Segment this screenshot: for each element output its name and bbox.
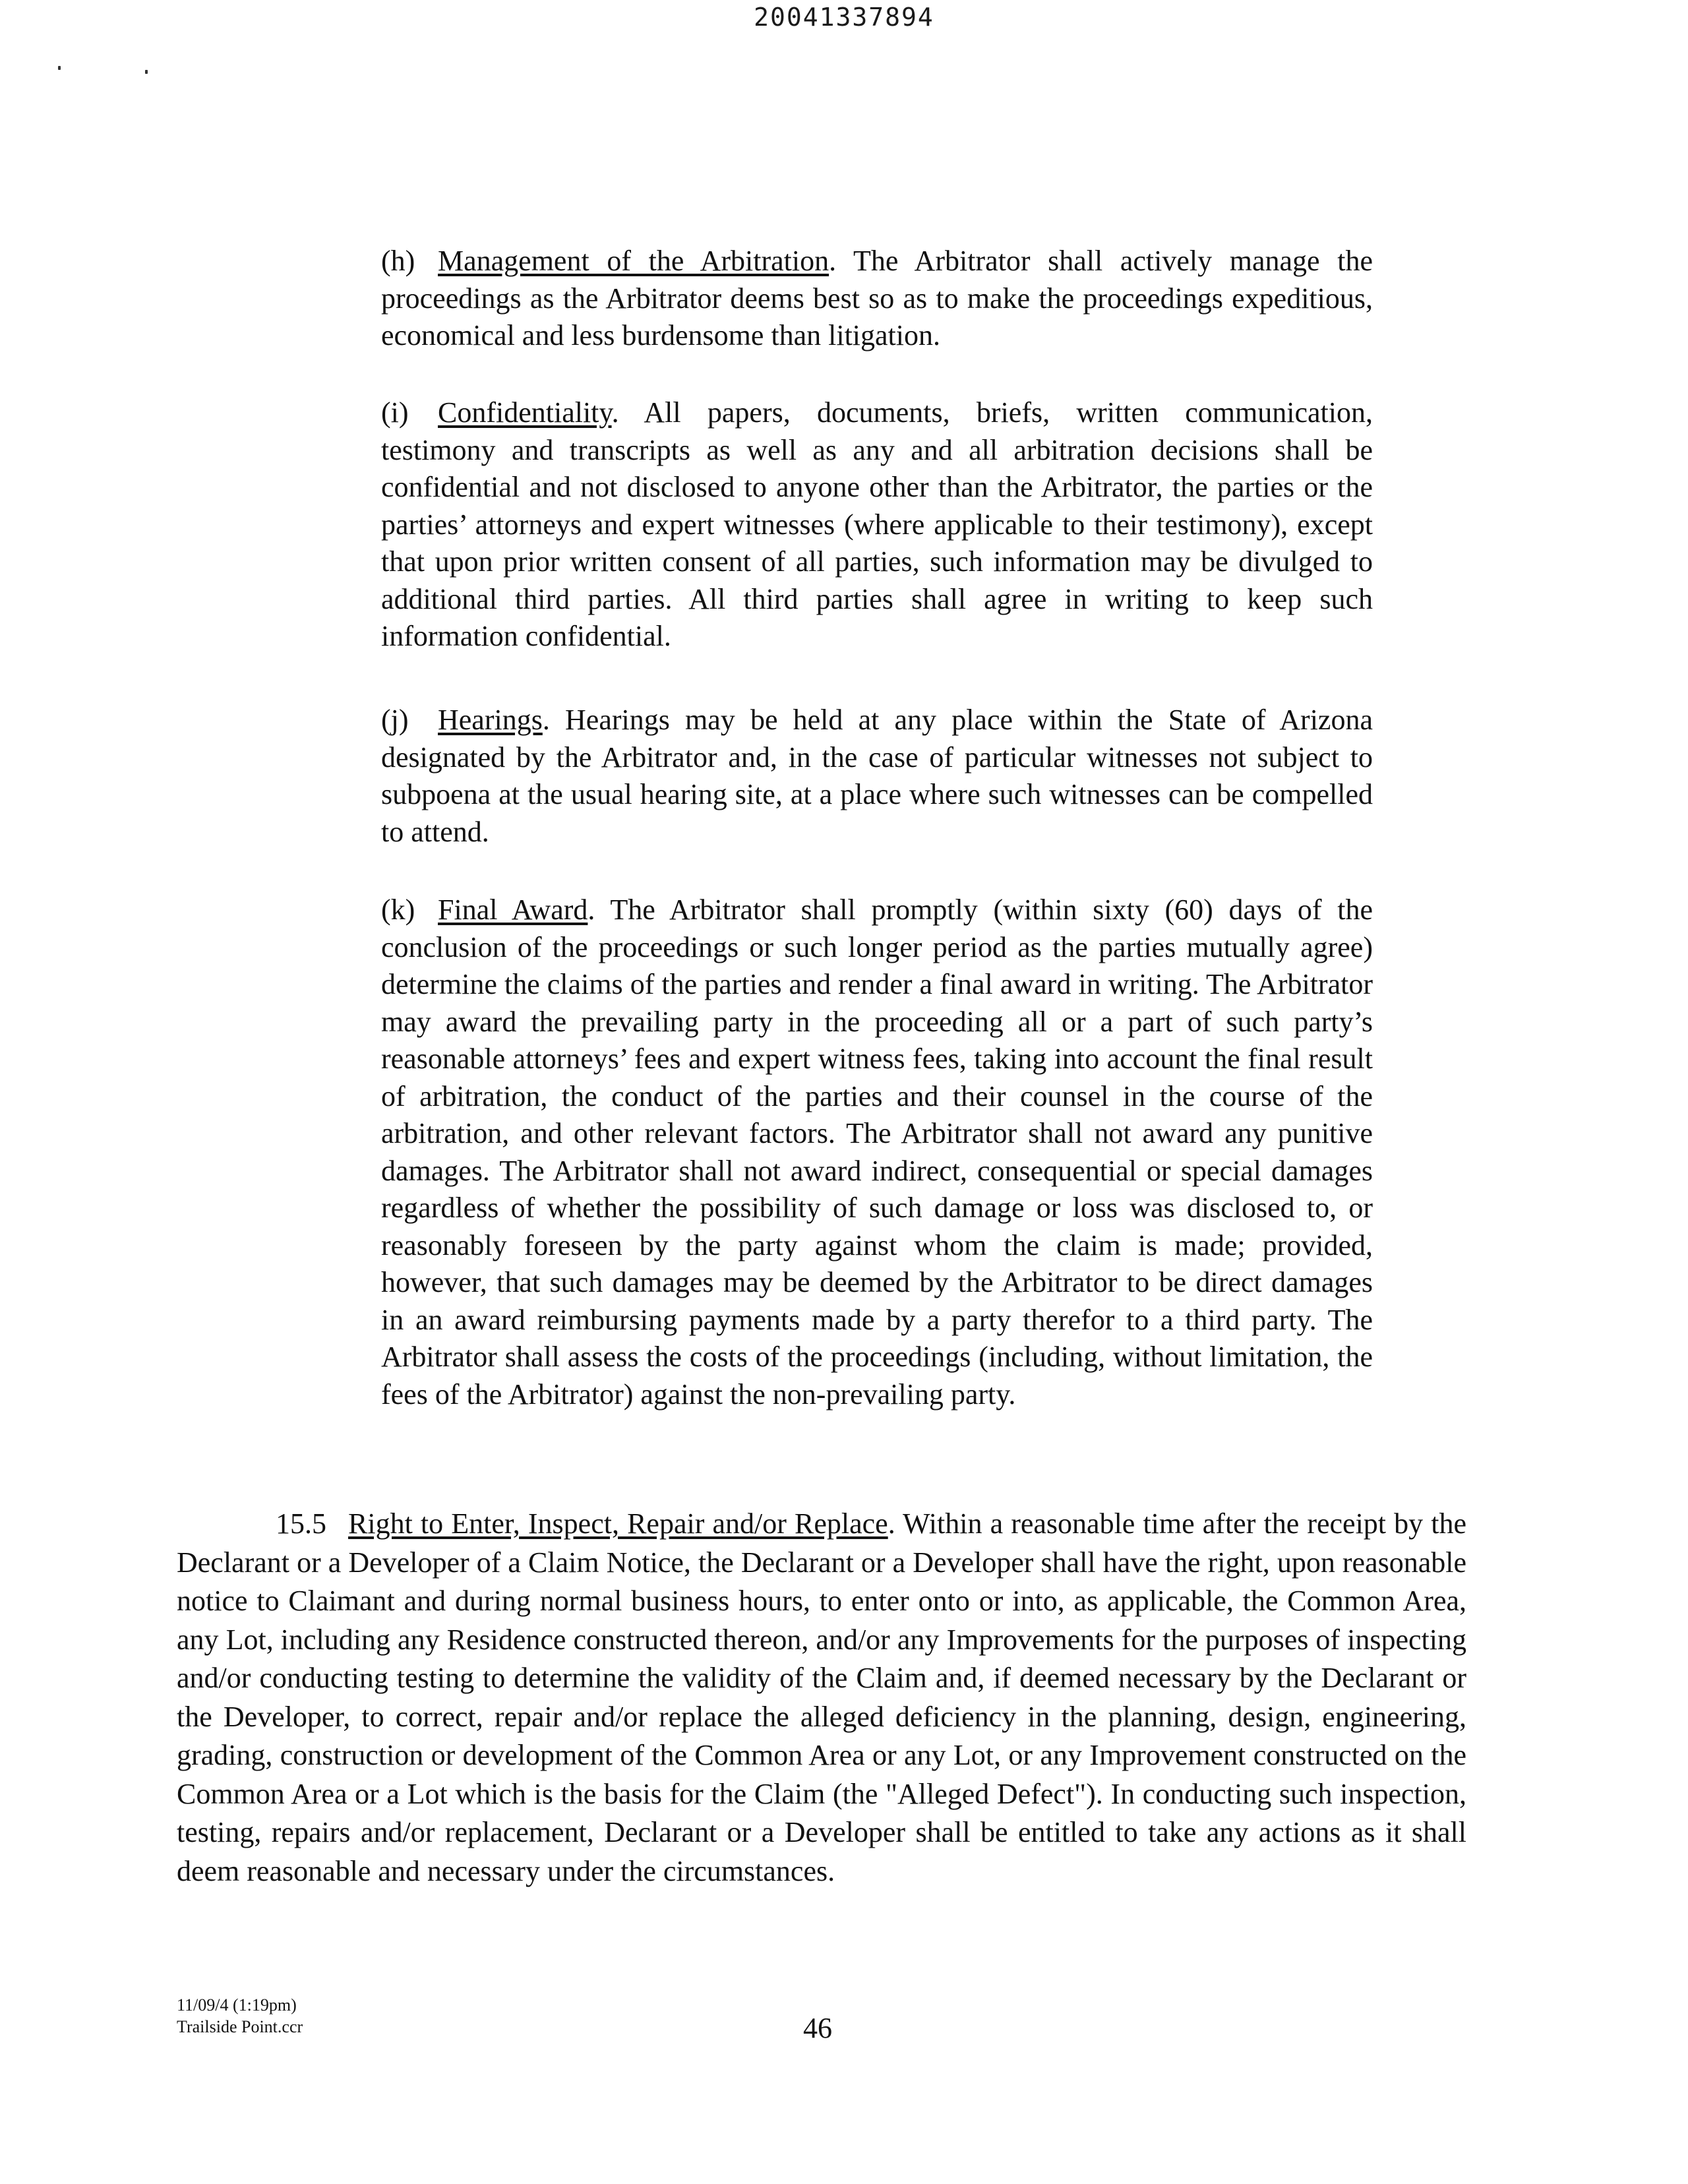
subsection-h [381,243,1373,355]
footer-filename: Trailside Point.ccr [177,2017,303,2036]
scan-speck [145,70,148,74]
subsection-text: . All papers, documents, briefs, written communication, testimony and transcripts as well as any and all arbitration decisions shall be confidential and not disclosed to anyone other than the Arbitrator, the parties or the parties’ attorneys and expert witnesses (where applicable to their testimony), except that upon prior written consent of all parties, such information may be divulged to additional third parties. All third parties shall agree in writing to keep such information confidential. [381,396,1373,652]
subsection-heading: Confidentiality [438,396,612,429]
scan-speck [58,66,61,70]
subsection-k [381,892,1373,1413]
subsection-label: (h) [381,245,415,277]
subsection-heading: Hearings [438,704,543,736]
subsection-j [381,702,1373,851]
section-15-5 [177,1505,1466,1891]
section-heading: Right to Enter, Inspect, Repair and/or Replace [348,1507,888,1540]
page-number: 46 [803,2012,832,2044]
subsection-heading: Final Award [438,894,588,926]
subsection-label: (j) [381,704,409,736]
subsection-i [381,394,1373,655]
footer-info [177,1994,303,2038]
subsection-label: (k) [381,894,415,926]
footer-date: 11/09/4 (1:19pm) [177,1995,297,2015]
subsection-text: . The Arbitrator shall promptly (within sixty (60) days of the conclusion of the proceedings or such longer period as the parties mutually agree) determine the claims of the parties and render a final award in writing. The Arbitrator may award the prevailing party in the proceeding all or a part of such party’s reasonable attorneys’ fees and expert witness fees, taking into account the final result of arbitration, the conduct of the parties and their counsel in the course of the arbitration, and other relevant factors. The Arbitrator shall not award any punitive damages. The Arbitrator shall not award indirect, consequential or special damages regardless of whether the possibility of such damage or loss was disclosed to, or reasonably foreseen by the party against whom the claim is made; provided, however, that such damages may be deemed by the Arbitrator to be direct damages in an award reimbursing payments made by a party therefor to a third party. The Arbitrator shall assess the costs of the proceedings (including, without limitation, the fees of the Arbitrator) against the non-prevailing party. [381,894,1373,1410]
section-number: 15.5 [276,1507,326,1540]
subsection-text: . The Arbitrator shall actively manage the proceedings as the Arbitrator deems best so as to make the proceedings expeditious, economical and less burdensome than litigation. [381,245,1373,351]
document-number: 20041337894 [754,3,934,32]
section-text: . Within a reasonable time after the receipt by the Declarant or a Developer of a Claim Notice, the Declarant or a Developer shall have the right, upon reasonable notice to Claimant and during normal business hours, to enter onto or into, as applicable, the Common Area, any Lot, including any Residence constructed thereon, and/or any Improvements for the purposes of inspecting and/or conducting testing to determine the validity of the Claim and, if deemed necessary by the Declarant or the Developer, to correct, repair and/or replace the alleged deficiency in the planning, design, engineering, grading, construction or development of the Common Area or any Lot, or any Improvement constructed on the Common Area or a Lot which is the basis for the Claim (the "Alleged Defect"). In conducting such inspection, testing, repairs and/or replacement, Declarant or a Developer shall be entitled to take any actions as it shall deem reasonable and necessary under the circumstances. [177,1507,1467,1887]
subsection-heading: Management of the Arbitration [438,245,829,277]
subsection-label: (i) [381,396,409,429]
subsection-text: . Hearings may be held at any place within the State of Arizona designated by the Arbitrator and, in the case of particular witnesses not subject to subpoena at the usual hearing site, at a place where such witnesses can be compelled to attend. [381,704,1373,848]
